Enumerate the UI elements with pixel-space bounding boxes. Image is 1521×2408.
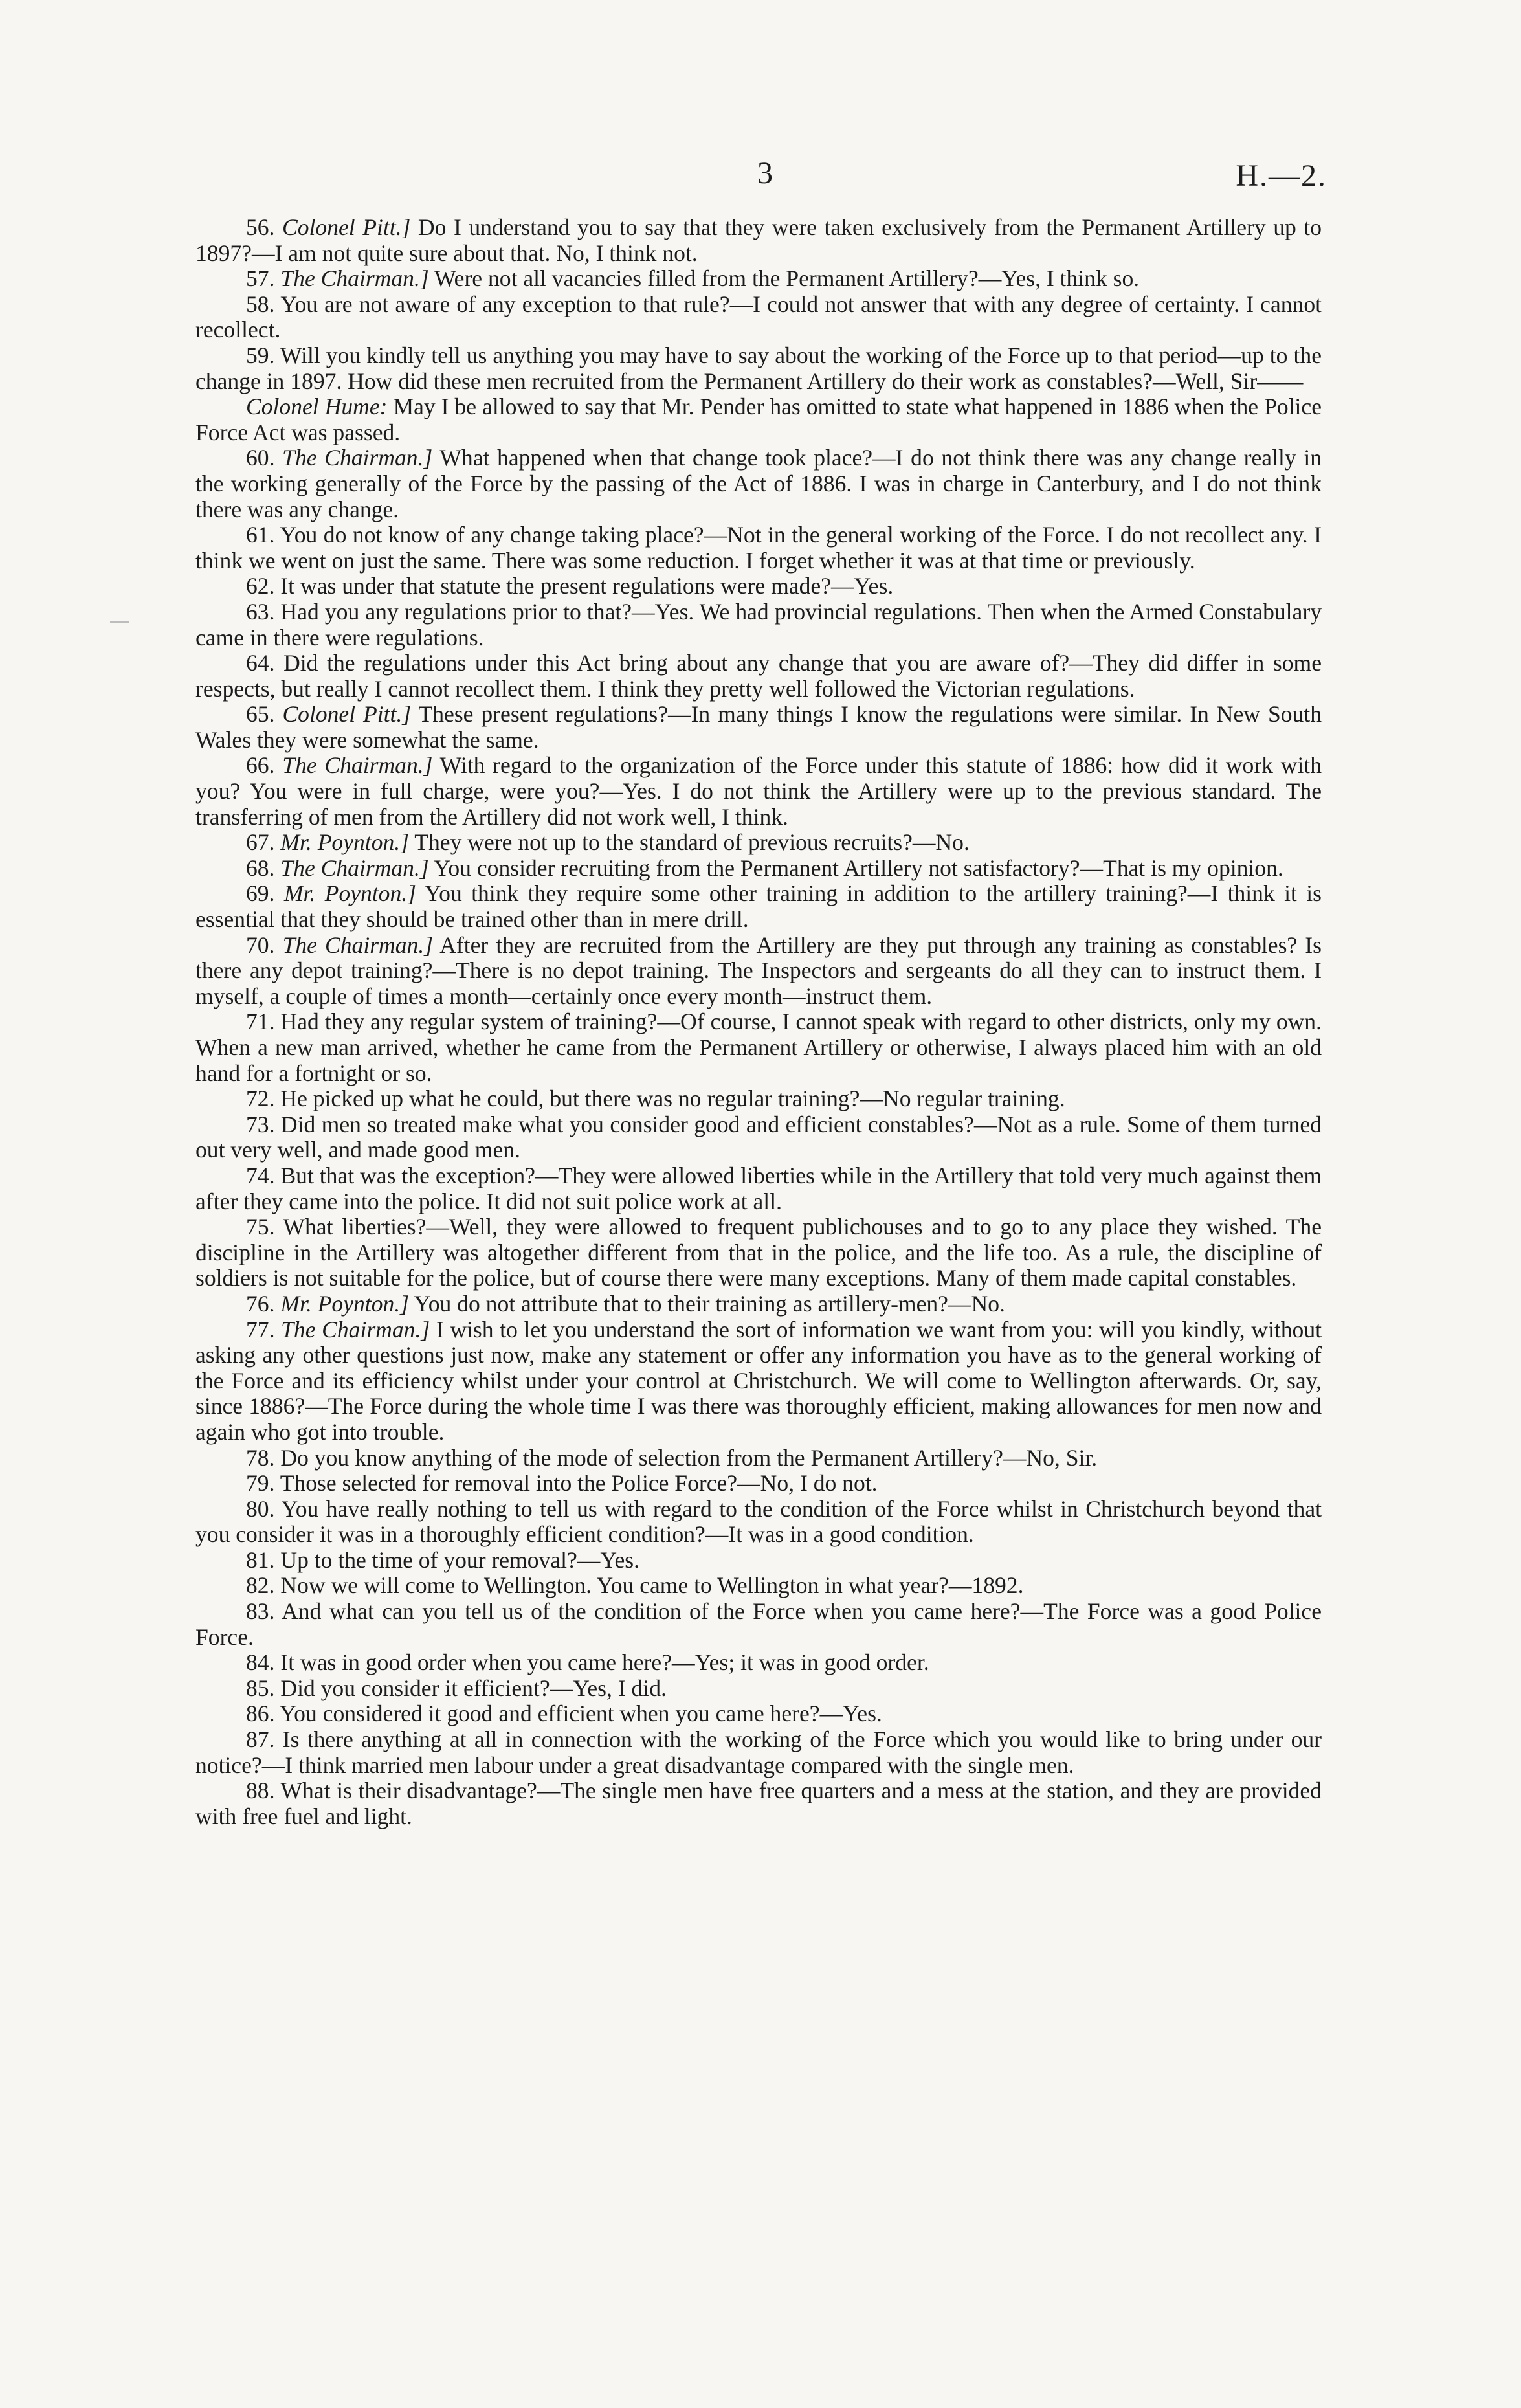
paragraph-text: You do not attribute that to their training as artillery-men?—No. — [409, 1290, 1005, 1317]
question-number: 81. — [246, 1546, 281, 1573]
question-paragraph — [195, 1445, 1322, 1471]
question-number: 73. — [246, 1111, 281, 1137]
question-paragraph — [195, 1573, 1322, 1599]
question-paragraph — [195, 445, 1322, 522]
paragraph-text: Do I understand you to say that they were taken exclusively from the Permanent Artillery up to 1897?—I am not quite sure about that. No, I think not. — [195, 214, 1322, 266]
question-number: 87. — [246, 1726, 283, 1753]
question-number: 58. — [246, 291, 281, 317]
question-number: 62. — [246, 573, 281, 599]
question-number: 75. — [246, 1214, 283, 1240]
question-paragraph — [195, 1650, 1322, 1676]
question-number: 57. — [246, 265, 281, 292]
paragraph-text: Were not all vacancies filled from the Permanent Artillery?—Yes, I think so. — [428, 265, 1140, 292]
paragraph-text: With regard to the organization of the Force under this statute of 1886: how did it work with you? You were in full charge, were you?—Yes. I do not think the Artillery were up to the previous standard. The transferring of men from the Artillery did not work well, I think. — [195, 752, 1322, 830]
question-paragraph — [195, 1317, 1322, 1445]
paragraph-text: You do not know of any change taking place?—Not in the general working of the Force. I do not recollect any. I think we went on just the same. There was some reduction. I forget whether it was at that time or previously. — [195, 522, 1322, 574]
question-number: 65. — [246, 701, 283, 728]
question-paragraph — [195, 651, 1322, 702]
question-number: 84. — [246, 1649, 281, 1676]
paragraph-text: Those selected for removal into the Police Force?—No, I do not. — [280, 1470, 878, 1497]
paragraph-text: These present regulations?—In many things I know the regulations were similar. In New South Wales they were somewhat the same. — [195, 701, 1322, 753]
paragraph-text: Is there anything at all in connection with the working of the Force which you would like to bring under our notice?—I think married men labour under a great disadvantage compared with the single men. — [195, 1726, 1322, 1778]
question-paragraph — [195, 830, 1322, 856]
paragraph-text: You consider recruiting from the Permanent Artillery not satisfactory?—That is my opinion. — [428, 854, 1283, 881]
speaker-name: Colonel Hume: — [246, 394, 388, 420]
question-paragraph — [195, 1112, 1322, 1163]
speaker-name: Mr. Poynton.] — [280, 1290, 410, 1317]
paragraph-text: What liberties?—Well, they were allowed to frequent publichouses and to go to any place they wished. The discipline in the Artillery was altogether different from that in the police, and the life too. As a rule, the discipline of soldiers is not suitable for the police, but of course there were many exceptions. Many of them made capital constables. — [195, 1214, 1322, 1291]
question-number: 80. — [246, 1495, 282, 1522]
paragraph-text: Do you know anything of the mode of selection from the Permanent Artillery?—No, Sir. — [280, 1444, 1098, 1471]
margin-mark — [110, 621, 129, 623]
question-paragraph — [195, 343, 1322, 394]
question-paragraph — [195, 933, 1322, 1010]
question-paragraph — [195, 1163, 1322, 1214]
paragraph-text: Had they any regular system of training?—Of course, I cannot speak with regard to other districts, only my own. When a new man arrived, whether he came from the Permanent Artillery or otherwise, I always placed him with an old hand for a fortnight or so. — [195, 1009, 1322, 1086]
paragraph-text: Had you any regulations prior to that?—Yes. We had provincial regulations. Then when the Armed Constabulary came in there were regulations. — [195, 598, 1322, 651]
question-number: 72. — [246, 1086, 281, 1112]
page-header — [0, 155, 1521, 201]
question-number: 63. — [246, 598, 281, 625]
question-paragraph — [195, 1548, 1322, 1574]
question-number: 77. — [246, 1316, 282, 1343]
question-paragraph — [195, 1778, 1322, 1829]
question-paragraph — [195, 753, 1322, 830]
question-paragraph — [195, 1727, 1322, 1778]
speaker-name: The Chairman.] — [280, 854, 429, 881]
paragraph-text: But that was the exception?—They were allowed liberties while in the Artillery that told very much against them after they came into the police. It did not suit police work at all. — [195, 1162, 1322, 1214]
paragraph-text: They were not up to the standard of previous recruits?—No. — [409, 829, 970, 856]
question-number: 60. — [246, 445, 283, 471]
question-paragraph — [195, 1497, 1322, 1548]
paragraph-text: It was in good order when you came here?—Yes; it was in good order. — [280, 1649, 929, 1676]
paragraph-text: Did the regulations under this Act bring about any change that you are aware of?—They did differ in some respects, but really I cannot recollect them. I think they pretty well followed the Victorian regulations. — [195, 650, 1322, 702]
question-paragraph — [195, 1086, 1322, 1112]
paragraph-text: Now we will come to Wellington. You came to Wellington in what year?—1892. — [280, 1572, 1024, 1599]
paragraph-text: Up to the time of your removal?—Yes. — [280, 1546, 640, 1573]
speaker-name: Colonel Pitt.] — [282, 214, 411, 240]
speaker-name: The Chairman.] — [282, 752, 433, 779]
question-paragraph — [195, 1009, 1322, 1086]
question-paragraph — [195, 1291, 1322, 1317]
speaker-name: Mr. Poynton.] — [283, 880, 416, 907]
question-number: 76. — [246, 1290, 281, 1317]
speaker-name: Colonel Pitt.] — [282, 701, 412, 728]
question-number: 69. — [246, 880, 284, 907]
question-number: 70. — [246, 931, 283, 958]
question-number: 68. — [246, 854, 281, 881]
question-paragraph — [195, 292, 1322, 343]
question-paragraph — [195, 1471, 1322, 1497]
paragraph-text: You are not aware of any exception to that rule?—I could not answer that with any degree of certainty. I cannot recollect. — [195, 291, 1322, 343]
paragraph-text: Did you consider it efficient?—Yes, I did. — [280, 1675, 667, 1701]
question-paragraph — [195, 856, 1322, 882]
question-paragraph — [195, 1701, 1322, 1727]
question-number: 59. — [246, 342, 280, 368]
question-number: 74. — [246, 1162, 281, 1188]
paragraph-text: You think they require some other training in addition to the artillery training?—I think it is essential that they should be trained other than in mere drill. — [195, 880, 1322, 933]
question-number: 82. — [246, 1572, 281, 1599]
speaker-name: The Chairman.] — [281, 1316, 430, 1343]
question-paragraph — [195, 1214, 1322, 1291]
question-paragraph — [195, 599, 1322, 651]
question-paragraph — [195, 394, 1322, 445]
question-number: 79. — [246, 1470, 280, 1497]
paragraph-text: May I be allowed to say that Mr. Pender has omitted to state what happened in 1886 when the Police Force Act was passed. — [195, 394, 1322, 445]
question-number: 67. — [246, 829, 281, 856]
question-number: 66. — [246, 752, 283, 779]
paragraph-text: Will you kindly tell us anything you may have to say about the working of the Force up to that period—up to the change in 1897. How did these men recruited from the Permanent Artillery do their work as constables?—Well, Sir—— — [195, 342, 1322, 394]
speaker-name: The Chairman.] — [282, 931, 434, 958]
question-number: 88. — [246, 1778, 281, 1804]
paragraph-text: I wish to let you understand the sort of information we want from you: will you kindly, without asking any other questions just now, make any statement or offer any information you have as to the general working of the Force and its efficiency whilst under your control at Christchurch. We will come to Wellington afterwards. Or, say, since 1886?—The Force during the whole time I was there was thoroughly efficient, making allowances for men now and again who got into trouble. — [195, 1316, 1322, 1445]
question-number: 86. — [246, 1700, 280, 1727]
speaker-name: The Chairman.] — [280, 265, 429, 292]
document-reference: H.—2. — [1236, 159, 1327, 193]
question-number: 78. — [246, 1444, 281, 1471]
question-paragraph — [195, 702, 1322, 753]
paragraph-text: What happened when that change took place?—I do not think there was any change really in the working generally of the Force by the passing of the Act of 1886. I was in charge in Canterbury, and I do not think there was any change. — [195, 445, 1322, 522]
question-paragraph — [195, 215, 1322, 266]
question-paragraph — [195, 522, 1322, 574]
paragraph-text: You considered it good and efficient when you came here?—Yes. — [280, 1700, 882, 1727]
paragraph-text: And what can you tell us of the condition of the Force when you came here?—The Force was a good Police Force. — [195, 1598, 1322, 1650]
question-number: 56. — [246, 214, 283, 240]
minutes-of-evidence — [195, 215, 1322, 1829]
paragraph-text: You have really nothing to tell us with regard to the condition of the Force whilst in Christchurch beyond that you consider it was in a thoroughly efficient condition?—It was in a good condition. — [195, 1495, 1322, 1548]
paragraph-text: Did men so treated make what you consider good and efficient constables?—Not as a rule. Some of them turned out very well, and made good men. — [195, 1111, 1322, 1163]
question-number: 85. — [246, 1675, 281, 1701]
question-paragraph — [195, 266, 1322, 292]
paragraph-text: It was under that statute the present regulations were made?—Yes. — [280, 573, 894, 599]
page-number: 3 — [757, 156, 773, 190]
question-number: 83. — [246, 1598, 282, 1625]
question-number: 61. — [246, 522, 280, 548]
question-number: 64. — [246, 650, 284, 676]
paragraph-text: He picked up what he could, but there was no regular training?—No regular training. — [280, 1086, 1065, 1112]
question-paragraph — [195, 574, 1322, 599]
question-paragraph — [195, 1676, 1322, 1702]
question-number: 71. — [246, 1009, 281, 1035]
speaker-name: The Chairman.] — [282, 445, 433, 471]
question-paragraph — [195, 1599, 1322, 1650]
question-paragraph — [195, 881, 1322, 932]
paragraph-text: After they are recruited from the Artillery are they put through any training as constables? Is there any depot training?—There is no depot training. The Inspectors and sergeants do all they can to instruct them. I myself, a couple of times a month—certainly once every month—instruct them. — [195, 931, 1322, 1009]
paragraph-text: What is their disadvantage?—The single men have free quarters and a mess at the station, and they are provided with free fuel and light. — [195, 1778, 1322, 1829]
speaker-name: Mr. Poynton.] — [280, 829, 410, 856]
